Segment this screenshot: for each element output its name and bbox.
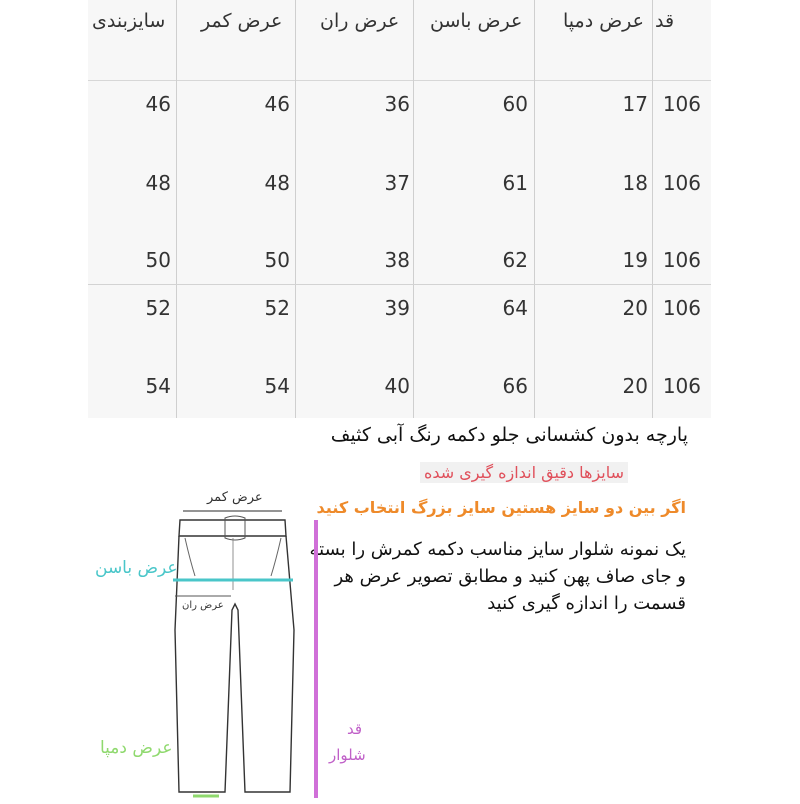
- size-table: [88, 0, 711, 418]
- waist-width-label: عرض کمر: [207, 490, 263, 505]
- cell-length: 106: [662, 296, 701, 320]
- header-size: سایزبندی: [92, 10, 166, 32]
- measurement-instructions: یک نمونه شلوار سایز مناسب دکمه کمرش را بسته و جای صاف پهن کنید و مطابق تصویر عرض هر قسمت را اندازه گیری کنید: [309, 539, 686, 614]
- cell-hip-width: 61: [502, 171, 528, 195]
- cell-length: 106: [662, 248, 701, 272]
- header-length: قد: [655, 10, 675, 32]
- cell-hem-width: 20: [622, 374, 648, 398]
- column-divider: [295, 0, 296, 418]
- pocket-right: [271, 538, 281, 576]
- cell-waist-width: 52: [264, 296, 290, 320]
- cell-thigh-width: 38: [384, 248, 410, 272]
- cell-length: 106: [662, 374, 701, 398]
- cell-size: 48: [145, 171, 171, 195]
- cell-length: 106: [662, 92, 701, 116]
- cell-waist-width: 54: [264, 374, 290, 398]
- hem-width-label: عرض دمپا: [100, 738, 173, 758]
- cell-thigh-width: 40: [384, 374, 410, 398]
- cell-size: 50: [145, 248, 171, 272]
- cell-hip-width: 64: [502, 296, 528, 320]
- column-divider: [176, 0, 177, 418]
- column-divider: [413, 0, 414, 418]
- thigh-width-label: عرض ران: [182, 600, 224, 611]
- cell-size: 54: [145, 374, 171, 398]
- cell-size: 46: [145, 92, 171, 116]
- cell-waist-width: 46: [264, 92, 290, 116]
- between-sizes-note: اگر بین دو سایز هستین سایز بزرگ انتخاب کنید: [316, 498, 686, 517]
- cell-hip-width: 60: [502, 92, 528, 116]
- header-waist-width: عرض کمر: [201, 10, 283, 32]
- cell-thigh-width: 37: [384, 171, 410, 195]
- accurate-sizes-note: سایزها دقیق اندازه گیری شده: [420, 462, 628, 483]
- cell-waist-width: 50: [264, 248, 290, 272]
- header-hem-width: عرض دمپا: [563, 10, 644, 32]
- pants-measurement-diagram: [85, 480, 375, 800]
- cell-thigh-width: 36: [384, 92, 410, 116]
- cell-thigh-width: 39: [384, 296, 410, 320]
- column-divider: [652, 0, 653, 418]
- row-divider: [88, 284, 711, 285]
- header-thigh-width: عرض ران: [320, 10, 400, 32]
- cell-size: 52: [145, 296, 171, 320]
- column-divider: [534, 0, 535, 418]
- product-description-title: پارچه بدون کشسانی جلو دکمه رنگ آبی کثیف: [330, 424, 688, 446]
- cell-hem-width: 19: [622, 248, 648, 272]
- pants-label: شلوار: [329, 746, 366, 764]
- cell-hip-width: 62: [502, 248, 528, 272]
- cell-hem-width: 18: [622, 171, 648, 195]
- table-header-row: [88, 0, 711, 81]
- header-hip-width: عرض باسن: [430, 10, 523, 32]
- hip-width-label: عرض باسن: [95, 558, 178, 578]
- waistband-outline: [179, 520, 286, 536]
- cell-hem-width: 17: [622, 92, 648, 116]
- length-label: قد: [347, 720, 363, 738]
- pocket-left: [185, 538, 195, 576]
- cell-waist-width: 48: [264, 171, 290, 195]
- cell-hip-width: 66: [502, 374, 528, 398]
- pants-outline: [175, 536, 294, 792]
- cell-length: 106: [662, 171, 701, 195]
- cell-hem-width: 20: [622, 296, 648, 320]
